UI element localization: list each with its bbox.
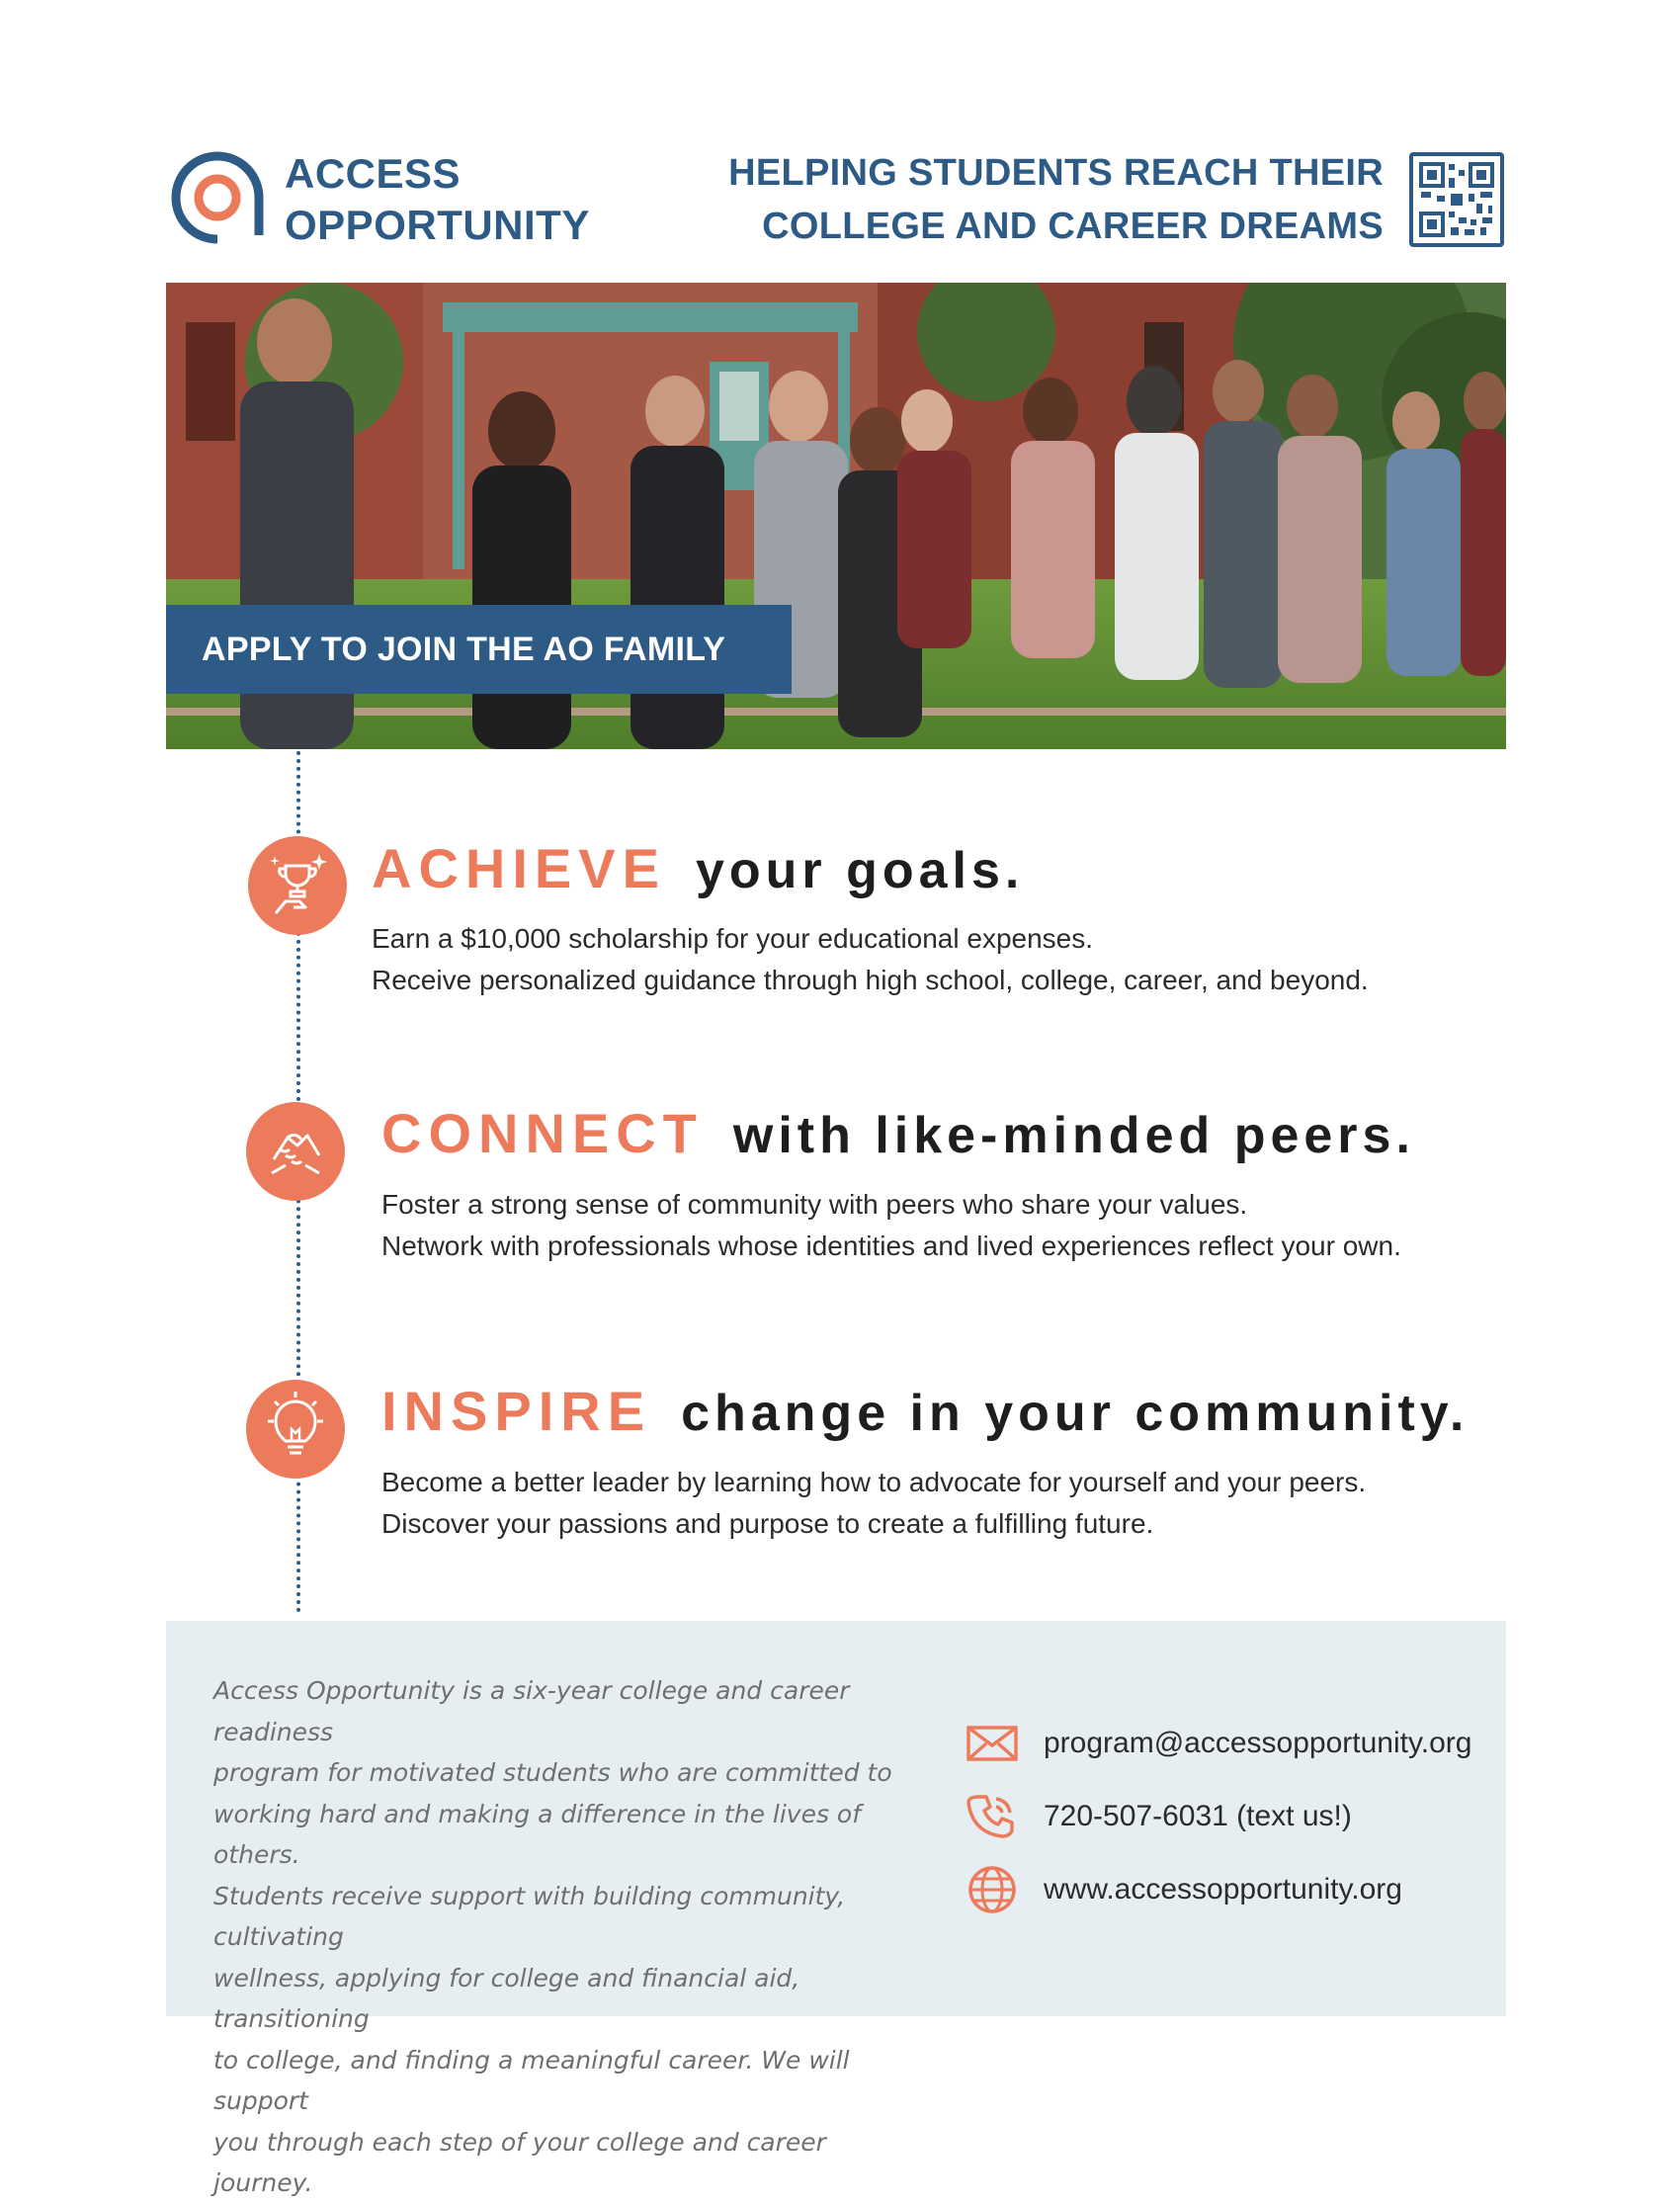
access-opportunity-logo: [170, 150, 265, 245]
phone-number[interactable]: 720-507-6031 (text us!): [1044, 1800, 1352, 1832]
lightbulb-icon: [246, 1380, 345, 1479]
handshake-icon: [246, 1102, 345, 1201]
brand-line-1: ACCESS: [285, 150, 462, 197]
phone-contact[interactable]: [965, 1787, 1352, 1846]
website-contact[interactable]: [965, 1860, 1402, 1919]
brand-line-2: OPPORTUNITY: [285, 202, 590, 248]
brand-name: [285, 148, 590, 251]
connect-keyword: CONNECT: [381, 1102, 704, 1164]
email-contact[interactable]: [965, 1714, 1471, 1773]
info-box: [166, 1621, 1506, 2197]
connect-line-1: Foster a strong sense of community with peers who share your values.: [381, 1189, 1248, 1220]
apply-banner[interactable]: [166, 605, 792, 694]
achieve-line-2: Receive personalized guidance through high school, college, career, and beyond.: [372, 965, 1369, 995]
tagline: [728, 146, 1384, 253]
inspire-heading: [381, 1379, 1469, 1443]
tagline-line-1: HELPING STUDENTS REACH THEIR: [728, 152, 1384, 194]
email-link[interactable]: program@accessopportunity.org: [1044, 1727, 1472, 1759]
about-line: program for motivated students who are committed to: [213, 1758, 892, 1787]
about-line: Access Opportunity is a six-year college and career readiness: [213, 1676, 850, 1746]
achieve-heading: [372, 836, 1024, 900]
phone-icon: [965, 1789, 1020, 1844]
inspire-subtitle: change in your community.: [681, 1385, 1470, 1442]
about-line: Students receive support with building community, cultivating: [213, 1881, 846, 1951]
connect-subtitle: with like-minded peers.: [732, 1107, 1415, 1164]
website-link[interactable]: www.accessopportunity.org: [1044, 1873, 1402, 1906]
inspire-line-2: Discover your passions and purpose to create a fulfilling future.: [381, 1508, 1154, 1539]
about-line: working hard and making a difference in the lives of others.: [213, 1799, 862, 1869]
connect-line-2: Network with professionals whose identities and lived experiences reflect your own.: [381, 1230, 1401, 1261]
achieve-keyword: ACHIEVE: [372, 837, 666, 899]
inspire-line-1: Become a better leader by learning how to advocate for yourself and your peers.: [381, 1467, 1367, 1497]
apply-banner-text: APPLY TO JOIN THE AO FAMILY: [202, 630, 726, 668]
inspire-keyword: INSPIRE: [381, 1380, 652, 1442]
about-line: you through each step of your college and career journey.: [213, 2127, 826, 2197]
tagline-line-2: COLLEGE AND CAREER DREAMS: [762, 206, 1384, 247]
program-description: [213, 1670, 925, 2204]
achieve-line-1: Earn a $10,000 scholarship for your educational expenses.: [372, 923, 1094, 954]
globe-icon: [965, 1862, 1020, 1917]
connect-heading: [381, 1101, 1415, 1165]
trophy-hand-icon: [248, 836, 347, 935]
about-line: to college, and finding a meaningful career. We will support: [213, 2045, 850, 2115]
about-line: wellness, applying for college and financial aid, transitioning: [213, 1963, 800, 2033]
achieve-subtitle: your goals.: [695, 842, 1025, 899]
envelope-icon: [965, 1716, 1020, 1771]
qr-code-icon[interactable]: [1409, 152, 1504, 247]
